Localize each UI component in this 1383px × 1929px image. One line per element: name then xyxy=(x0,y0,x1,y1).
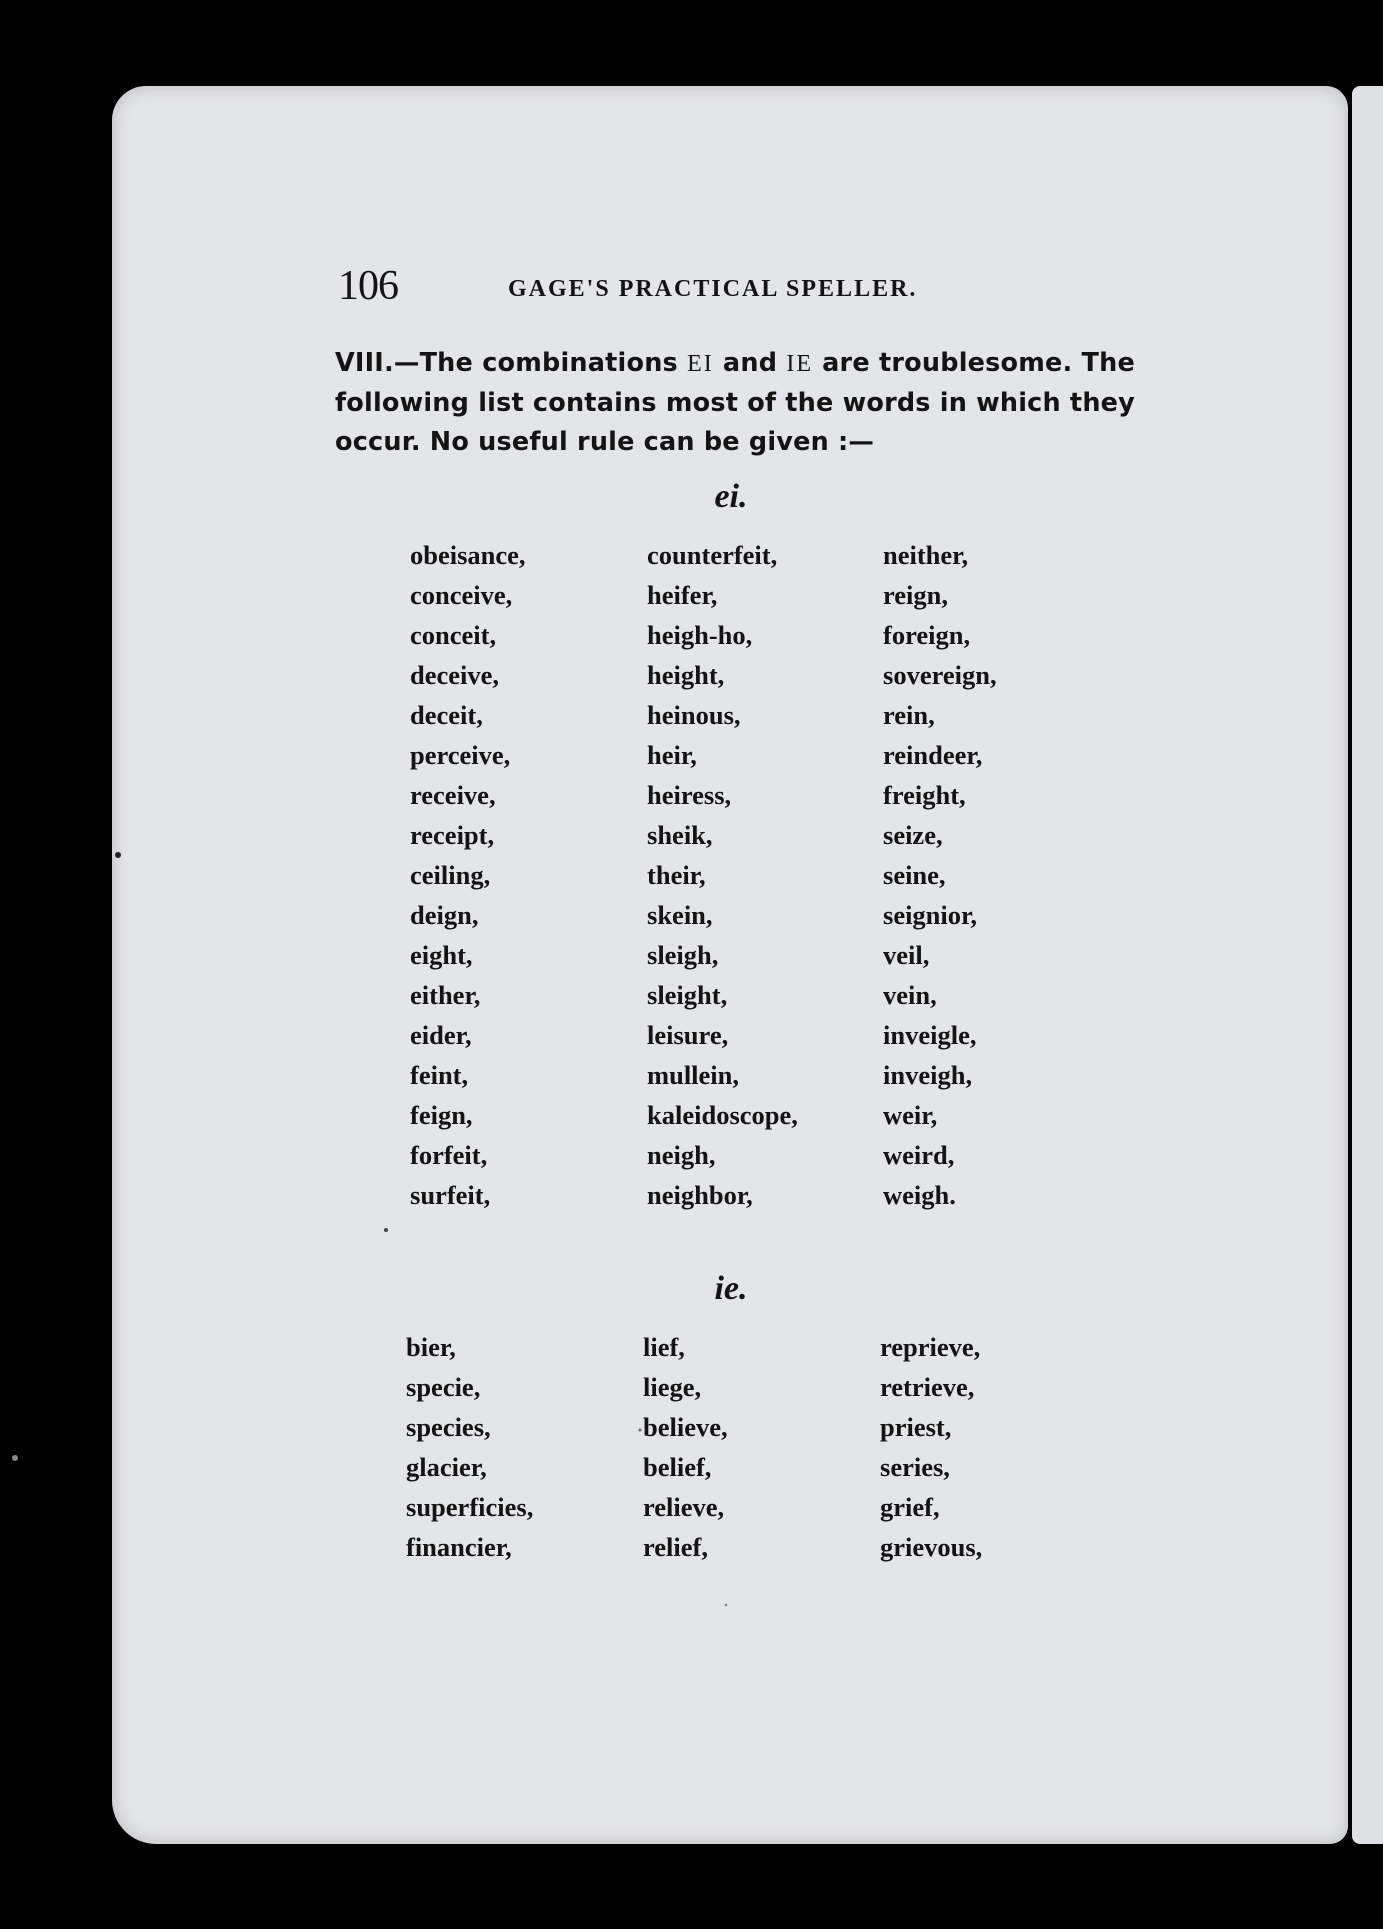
word-column-ei-2 xyxy=(647,535,798,1215)
rule-code-ie: IE xyxy=(786,351,813,377)
word: conceive, xyxy=(410,580,513,610)
page-number: 106 xyxy=(338,263,398,309)
word: series, xyxy=(880,1452,950,1482)
word: lief, xyxy=(643,1332,685,1362)
word-column-ie-2 xyxy=(643,1327,728,1567)
word: sheik, xyxy=(647,820,713,850)
word: foreign, xyxy=(883,620,971,650)
rule-code-ei: EI xyxy=(687,351,714,377)
word: surfeit, xyxy=(410,1180,491,1210)
word: specie, xyxy=(406,1372,481,1402)
word: belief, xyxy=(643,1452,712,1482)
word: deign, xyxy=(410,900,479,930)
rule-mid: and xyxy=(713,348,787,378)
word: receive, xyxy=(410,780,496,810)
rule-prefix: VIII.—The combinations xyxy=(335,348,688,378)
word: seine, xyxy=(883,860,946,890)
word: feint, xyxy=(410,1060,469,1090)
word: relief, xyxy=(643,1532,708,1562)
word: bier, xyxy=(406,1332,456,1362)
word: heinous, xyxy=(647,700,741,730)
word: grief, xyxy=(880,1492,940,1522)
word: deceive, xyxy=(410,660,500,690)
word: grievous, xyxy=(880,1532,983,1562)
word: reindeer, xyxy=(883,740,983,770)
word: relieve, xyxy=(643,1492,725,1522)
word: weir, xyxy=(883,1100,938,1130)
word: seize, xyxy=(883,820,943,850)
word-column-ie-1 xyxy=(406,1327,533,1567)
word: vein, xyxy=(883,980,937,1010)
word: liege, xyxy=(643,1372,702,1402)
word: counterfeit, xyxy=(647,540,778,570)
word: inveigle, xyxy=(883,1020,977,1050)
word: forfeit, xyxy=(410,1140,488,1170)
word: heir, xyxy=(647,740,697,770)
word-column-ei-1 xyxy=(410,535,526,1215)
word: perceive, xyxy=(410,740,511,770)
rule-suffix: are troublesome. The following list contains most of the words in which they occur. No useful rule can be given :— xyxy=(335,348,1135,457)
word: veil, xyxy=(883,940,930,970)
word: believe, xyxy=(643,1412,728,1442)
section-heading-ie: ie. xyxy=(714,1270,748,1307)
rule-paragraph xyxy=(335,344,1135,462)
word: conceit, xyxy=(410,620,497,650)
word: inveigh, xyxy=(883,1060,973,1090)
word: deceit, xyxy=(410,700,483,730)
word: reign, xyxy=(883,580,949,610)
book-title: GAGE'S PRACTICAL SPELLER. xyxy=(508,276,918,302)
word: kaleidoscope, xyxy=(647,1100,798,1130)
word: seignior, xyxy=(883,900,977,930)
word: species, xyxy=(406,1412,491,1442)
word: heiress, xyxy=(647,780,732,810)
word: retrieve, xyxy=(880,1372,975,1402)
word: obeisance, xyxy=(410,540,526,570)
word: eight, xyxy=(410,940,473,970)
word: sleight, xyxy=(647,980,728,1010)
word: heifer, xyxy=(647,580,718,610)
word: ceiling, xyxy=(410,860,491,890)
word: height, xyxy=(647,660,725,690)
word-column-ie-3 xyxy=(880,1327,982,1567)
word: weird, xyxy=(883,1140,955,1170)
running-head xyxy=(338,262,1138,312)
word: skein, xyxy=(647,900,713,930)
word: rein, xyxy=(883,700,935,730)
word: sovereign, xyxy=(883,660,997,690)
word: receipt, xyxy=(410,820,495,850)
word: neither, xyxy=(883,540,969,570)
word: neigh, xyxy=(647,1140,716,1170)
word: sleigh, xyxy=(647,940,719,970)
word: either, xyxy=(410,980,481,1010)
word: neighbor, xyxy=(647,1180,753,1210)
word: reprieve, xyxy=(880,1332,981,1362)
word: eider, xyxy=(410,1020,472,1050)
section-heading-ei: ei. xyxy=(714,478,748,515)
word: glacier, xyxy=(406,1452,487,1482)
word: leisure, xyxy=(647,1020,729,1050)
word: financier, xyxy=(406,1532,512,1562)
word: mullein, xyxy=(647,1060,740,1090)
word: their, xyxy=(647,860,706,890)
word: freight, xyxy=(883,780,966,810)
word-column-ei-3 xyxy=(883,535,997,1215)
word: heigh-ho, xyxy=(647,620,753,650)
word: superficies, xyxy=(406,1492,534,1522)
word: feign, xyxy=(410,1100,473,1130)
word: priest, xyxy=(880,1412,952,1442)
word: weigh. xyxy=(883,1180,956,1210)
